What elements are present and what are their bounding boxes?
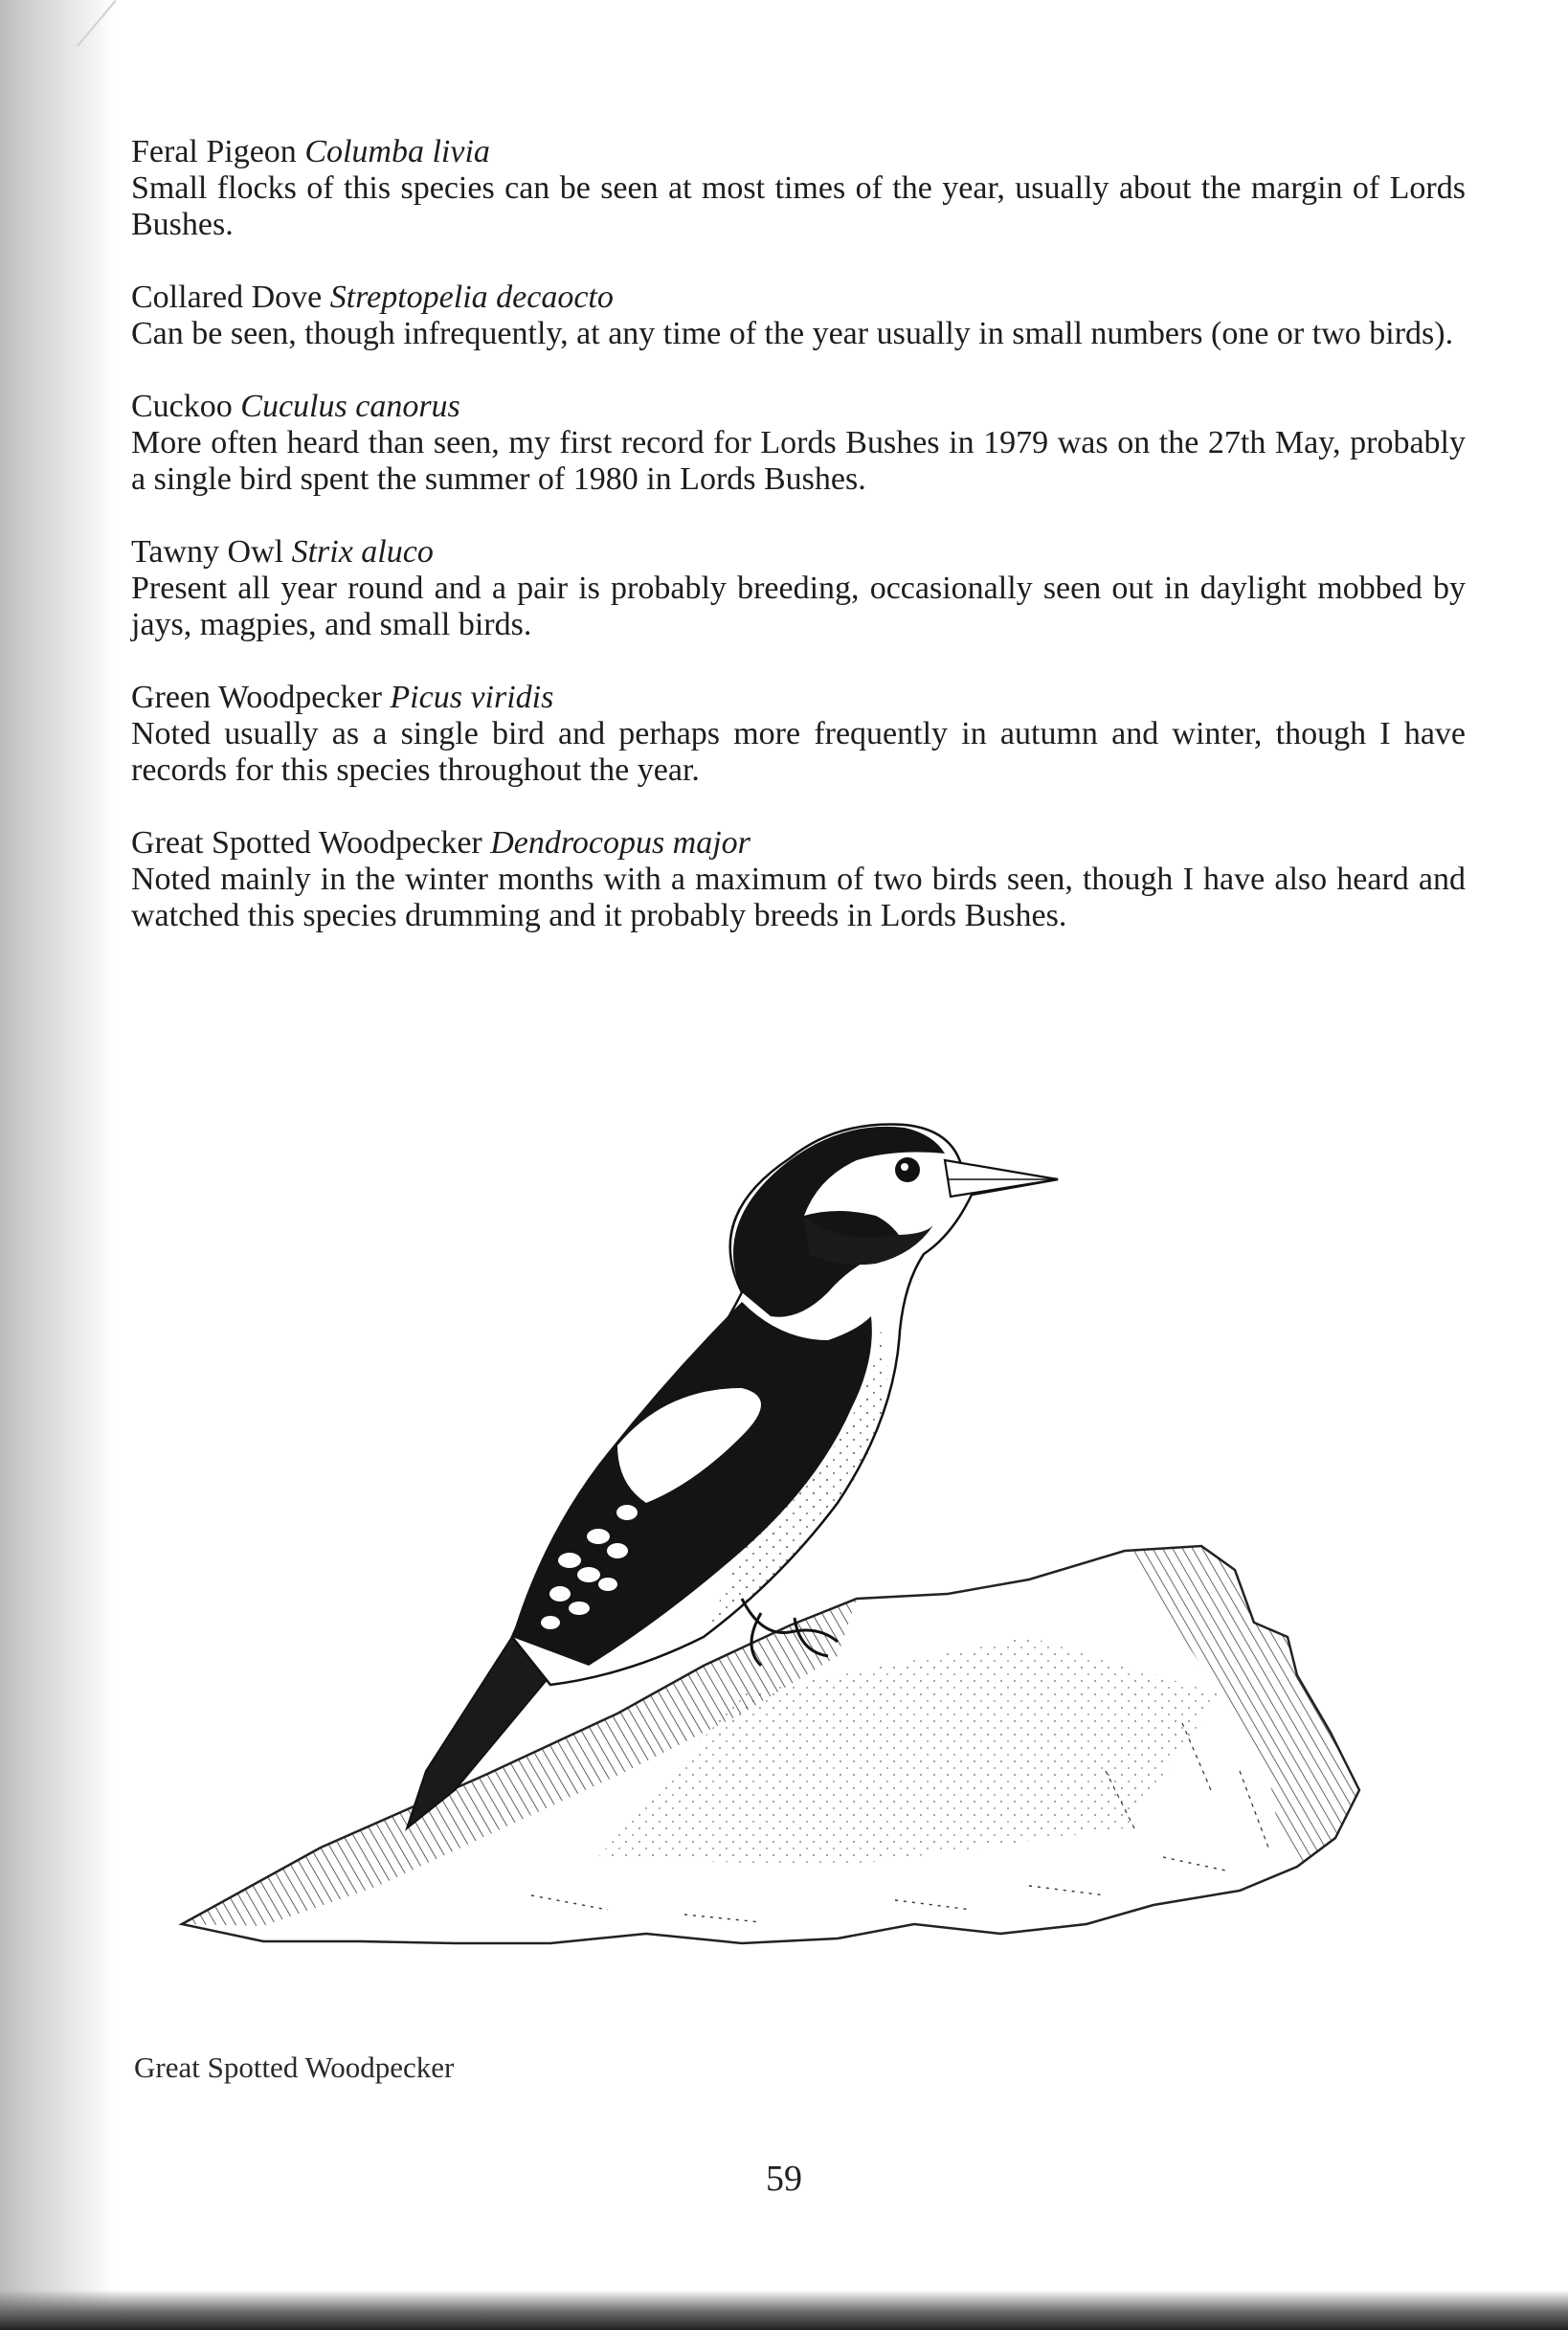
page-number: 59	[766, 2159, 802, 2199]
species-heading	[131, 280, 1466, 316]
common-name: Cuckoo	[131, 389, 233, 424]
species-entry	[131, 825, 1466, 934]
species-heading	[131, 534, 1466, 571]
branch-drawing	[182, 1546, 1359, 1943]
species-list	[131, 134, 1466, 971]
species-entry	[131, 134, 1466, 243]
species-description: Present all year round and a pair is probably breeding, occasionally seen out in daylight mobbed by jays, magpies, and small birds.	[131, 571, 1466, 642]
latin-name: Picus viridis	[390, 680, 554, 715]
scan-edge	[0, 2290, 1568, 2330]
species-description: Noted usually as a single bird and perhaps more frequently in autumn and winter, though I have records for this species throughout the year.	[131, 716, 1466, 788]
species-description: Small flocks of this species can be seen at most times of the year, usually about the margin of Lords Bushes.	[131, 170, 1466, 242]
species-heading	[131, 680, 1466, 716]
species-description: Noted mainly in the winter months with a maximum of two birds seen, though I have also heard and watched this species drumming and it probably breeds in Lords Bushes.	[131, 862, 1466, 933]
species-entry	[131, 534, 1466, 643]
common-name: Feral Pigeon	[131, 134, 297, 169]
latin-name: Columba livia	[304, 134, 490, 169]
species-entry	[131, 280, 1466, 352]
page-gutter-shadow	[0, 0, 115, 2330]
species-description: More often heard than seen, my first record for Lords Bushes in 1979 was on the 27th May, probably a single bird spent the summer of 1980 in Lords Bushes.	[131, 425, 1466, 497]
woodpecker-illustration	[168, 1101, 1374, 1962]
species-description: Can be seen, though infrequently, at any time of the year usually in small numbers (one or two birds).	[131, 316, 1454, 351]
species-heading	[131, 825, 1466, 862]
latin-name: Cuculus canorus	[240, 389, 460, 424]
illustration-caption: Great Spotted Woodpecker	[134, 2050, 455, 2084]
species-entry	[131, 680, 1466, 789]
latin-name: Strix aluco	[291, 534, 434, 570]
common-name: Collared Dove	[131, 280, 323, 315]
latin-name: Streptopelia decaocto	[329, 280, 614, 315]
species-heading	[131, 389, 1466, 425]
common-name: Tawny Owl	[131, 534, 284, 570]
common-name: Great Spotted Woodpecker	[131, 825, 482, 861]
common-name: Green Woodpecker	[131, 680, 382, 715]
species-entry	[131, 389, 1466, 498]
species-heading	[131, 134, 1466, 170]
latin-name: Dendrocopus major	[490, 825, 750, 861]
